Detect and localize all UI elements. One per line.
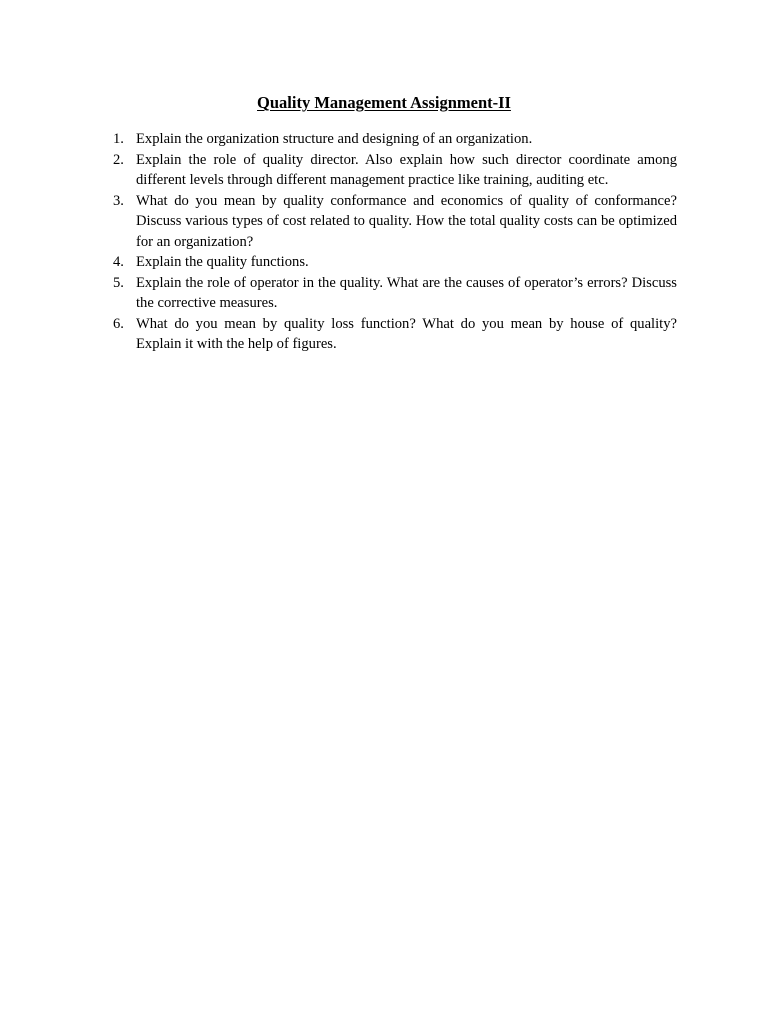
question-text: Explain the quality functions. xyxy=(136,254,309,270)
list-item xyxy=(113,273,677,314)
question-number: 1. xyxy=(113,131,124,147)
question-text: What do you mean by quality loss function? What do you mean by house of quality? Explain it with the help of figures. xyxy=(136,315,677,352)
question-text: Explain the role of operator in the quality. What are the causes of operator’s errors? Discuss the corrective measures. xyxy=(136,274,677,311)
question-number: 5. xyxy=(113,274,124,291)
list-item xyxy=(113,191,677,253)
question-number: 3. xyxy=(113,192,124,209)
question-list xyxy=(113,129,677,355)
question-text: What do you mean by quality conformance and economics of quality of conformance? Discuss various types of cost related to quality. How the total quality costs can be optimized for an organization? xyxy=(136,192,677,250)
question-number: 2. xyxy=(113,151,124,168)
question-text: Explain the role of quality director. Also explain how such director coordinate among different levels through different management practice like training, auditing etc. xyxy=(136,151,677,188)
list-item xyxy=(113,129,677,150)
list-item xyxy=(113,252,677,273)
question-text: Explain the organization structure and designing of an organization. xyxy=(136,131,533,147)
question-number: 4. xyxy=(113,254,124,270)
list-item xyxy=(113,150,677,191)
document-title: Quality Management Assignment-II xyxy=(257,93,511,112)
question-number: 6. xyxy=(113,315,124,332)
list-item xyxy=(113,314,677,355)
